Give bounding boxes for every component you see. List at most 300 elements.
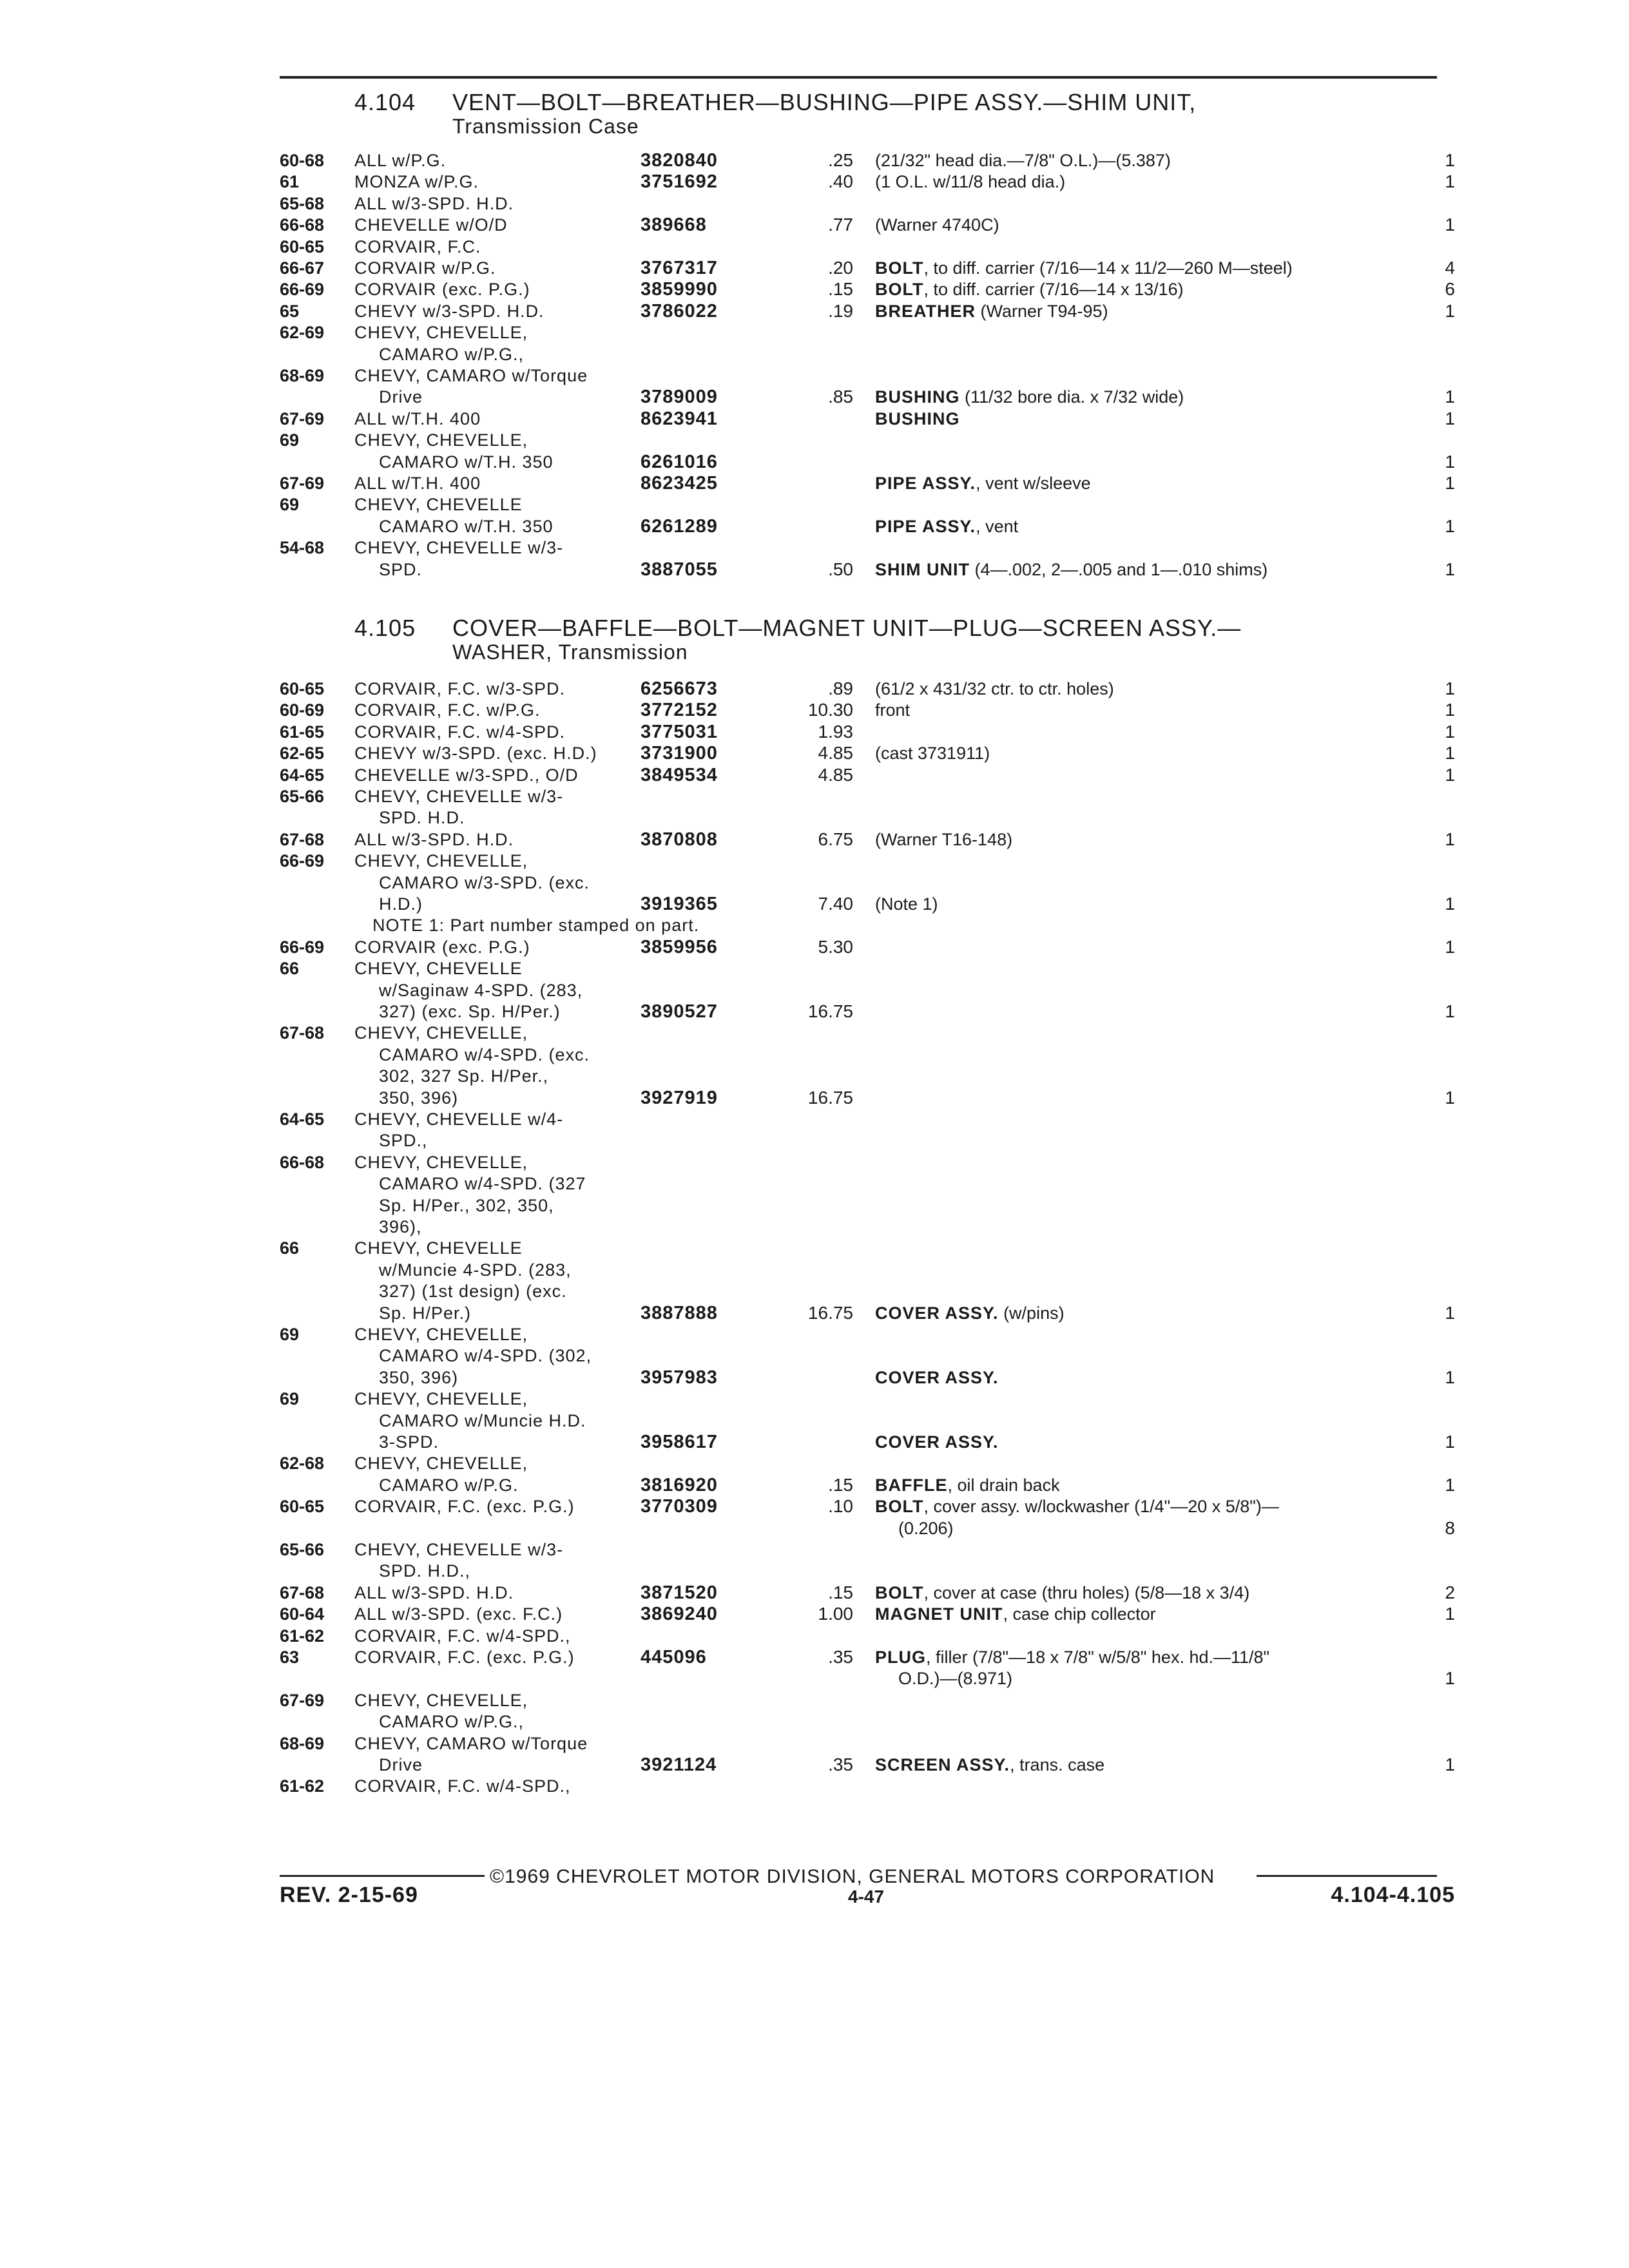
description-text: (11/32 bore dia. x 7/32 wide) [959,387,1184,407]
model-application: Sp. H/Per.) [379,1303,472,1323]
part-description [875,515,1018,537]
quantity: 4 [1445,258,1455,278]
description-text: (cast 3731911) [875,744,990,763]
description-text: , vent [976,517,1019,536]
part-name: BAFFLE [875,1475,948,1495]
table-row [0,764,1629,786]
quantity: 1 [1445,722,1455,742]
table-row [0,214,1629,236]
model-application: ALL w/3-SPD. (exc. F.C.) [354,1604,563,1624]
model-application: CORVAIR, F.C. w/P.G. [354,700,541,720]
part-description [898,1517,954,1539]
model-application: CAMARO w/4-SPD. (302, [379,1346,592,1365]
table-row [0,1044,1629,1066]
part-name: COVER ASSY. [875,1303,999,1323]
table-row [0,678,1629,700]
part-number: 6261016 [641,452,718,472]
model-application: CHEVY, CHEVELLE w/4- [354,1110,564,1129]
model-years: 67-68 [280,830,325,849]
table-row [0,1216,1629,1238]
footnote: NOTE 1: Part number stamped on part. [372,916,700,935]
part-number: 3767317 [641,258,718,278]
part-description [875,1754,1104,1776]
table-row [0,1151,1629,1173]
table-row [0,1195,1629,1216]
section-number: 4.105 [354,615,416,641]
description-text: , oil drain back [947,1475,1060,1495]
model-years: 69 [280,430,300,450]
part-description [875,171,1065,193]
price: .15 [828,1582,853,1602]
quantity: 8 [1445,1518,1455,1538]
table-row [0,1022,1629,1044]
quantity: 1 [1445,215,1455,235]
part-name: BUSHING [875,409,960,428]
part-name: BUSHING [875,387,960,407]
model-application: 396), [379,1217,422,1236]
quantity: 1 [1445,765,1455,785]
table-row [0,1754,1629,1776]
model-years: 61-65 [280,722,325,742]
price: .89 [828,678,853,698]
copyright-notice: ©1969 CHEVROLET MOTOR DIVISION, GENERAL MOTORS CORPORATION [490,1866,1215,1887]
price: .40 [828,171,853,191]
model-application: CHEVY, CHEVELLE [354,495,523,514]
model-years: 62-68 [280,1454,325,1473]
quantity: 2 [1445,1582,1455,1602]
part-number: 3870808 [641,829,718,850]
description-text: front [875,700,911,720]
model-years: 61 [280,172,300,191]
model-years: 66-69 [280,937,325,957]
description-text: (Warner T16-148) [875,830,1013,849]
model-years: 62-65 [280,744,325,763]
model-application: Sp. H/Per., 302, 350, [379,1196,554,1215]
table-row [0,1108,1629,1130]
price: .77 [828,215,853,235]
model-application: ALL w/P.G. [354,151,447,170]
table-row [0,1689,1629,1711]
model-application: CHEVY, CHEVELLE, [354,1389,528,1408]
table-row [0,936,1629,958]
quantity: 1 [1445,1303,1455,1323]
model-years: 67-69 [280,474,325,493]
table-row [0,236,1629,258]
quantity: 1 [1445,937,1455,957]
part-description [875,678,1114,700]
description-text: , to diff. carrier (7/16—14 x 13/16) [923,280,1184,299]
table-row [0,1129,1629,1151]
table-row [0,1495,1629,1517]
table-row [0,278,1629,300]
model-years: 67-69 [280,409,325,428]
description-text: (Warner T94-95) [976,302,1108,321]
table-row [0,1173,1629,1195]
model-application: SPD., [379,1131,428,1150]
model-application: 302, 327 Sp. H/Per., [379,1066,549,1086]
part-name: PIPE ASSY. [875,517,976,536]
part-number: 3958617 [641,1432,718,1452]
model-application: 327) (exc. Sp. H/Per.) [379,1002,561,1021]
model-years: 69 [280,495,300,514]
part-number: 6261289 [641,516,718,537]
model-application: CAMARO w/P.G., [379,345,525,364]
quantity: 1 [1445,894,1455,914]
part-description [875,559,1268,581]
quantity: 6 [1445,279,1455,299]
part-description [875,300,1108,322]
table-row [0,699,1629,721]
model-years: 65-66 [280,1540,325,1559]
model-years: 69 [280,1389,300,1408]
model-application: 3-SPD. [379,1432,439,1452]
model-years: 61-62 [280,1776,325,1796]
part-description [875,1495,1279,1517]
table-row [0,494,1629,515]
model-years: 66 [280,1238,300,1258]
price: .25 [828,150,853,170]
table-row [0,343,1629,365]
model-years: 54-68 [280,538,325,557]
table-row [0,850,1629,872]
model-application: CHEVY w/3-SPD. (exc. H.D.) [354,744,597,763]
model-application: CHEVY, CHEVELLE [354,1238,523,1258]
part-name: COVER ASSY. [875,1432,999,1452]
model-application: Drive [379,1755,423,1774]
part-description [875,1367,999,1389]
table-row [0,1582,1629,1604]
model-application: CORVAIR, F.C. [354,237,481,256]
part-number: 3751692 [641,171,718,192]
quantity: 1 [1445,473,1455,493]
model-application: ALL w/3-SPD. H.D. [354,194,514,213]
description-text: , to diff. carrier (7/16—14 x 11/2—260 M—steel) [923,258,1293,278]
description-text: , case chip collector [1003,1604,1156,1624]
description-text: , cover assy. w/lockwasher (1/4"—20 x 5/8")— [923,1497,1279,1516]
model-application: H.D.) [379,894,423,914]
table-row [0,1625,1629,1647]
quantity: 1 [1445,408,1455,428]
model-application: ALL w/3-SPD. H.D. [354,1583,514,1602]
model-application: w/Saginaw 4-SPD. (283, [379,981,583,1000]
part-description [875,699,910,721]
quantity: 1 [1445,743,1455,763]
quantity: 1 [1445,1604,1455,1624]
model-application: 327) (1st design) (exc. [379,1282,567,1301]
model-application: CHEVY, CHEVELLE w/3- [354,787,564,806]
part-number: 8623941 [641,408,718,429]
description-text: (w/pins) [998,1303,1065,1323]
quantity: 1 [1445,1668,1455,1688]
price: .85 [828,387,853,407]
model-application: CHEVY, CHEVELLE, [354,851,528,870]
price: 4.85 [818,765,853,785]
model-years: 61-62 [280,1626,325,1646]
model-application: ALL w/3-SPD. H.D. [354,830,514,849]
part-description [898,1667,1012,1689]
model-application: CAMARO w/3-SPD. (exc. [379,873,590,892]
model-application: 350, 396) [379,1368,459,1387]
footer-rule-left [280,1875,485,1877]
model-years: 65-68 [280,194,325,213]
quantity: 1 [1445,1475,1455,1495]
model-years: 60-65 [280,237,325,256]
model-application: CORVAIR, F.C. w/4-SPD., [354,1626,571,1646]
quantity: 1 [1445,1088,1455,1108]
part-number: 3887055 [641,559,718,580]
part-name: BOLT [875,1583,924,1602]
page-number: 4-47 [848,1887,885,1907]
part-number: 3921124 [641,1754,717,1775]
model-application: CORVAIR, F.C. w/4-SPD. [354,722,566,742]
model-application: CHEVY, CHEVELLE, [354,1691,528,1710]
model-years: 66-67 [280,258,325,278]
part-number: 3871520 [641,1582,718,1603]
quantity: 1 [1445,700,1455,720]
quantity: 1 [1445,171,1455,191]
price: .15 [828,1475,853,1495]
price: .35 [828,1754,853,1774]
table-row [0,1388,1629,1410]
model-years: 66-69 [280,280,325,299]
model-application: ALL w/T.H. 400 [354,474,481,493]
model-years: 66-68 [280,1153,325,1172]
part-description [875,214,999,236]
section-title: VENT—BOLT—BREATHER—BUSHING—PIPE ASSY.—SHIM UNIT, [452,89,1197,115]
model-application: CAMARO w/T.H. 350 [379,452,554,472]
table-row [0,515,1629,537]
model-application: SPD. H.D., [379,1561,471,1581]
model-application: CHEVY, CHEVELLE w/3- [354,1540,564,1559]
price: 7.40 [818,894,853,914]
model-years: 60-64 [280,1604,325,1624]
model-application: CHEVY, CHEVELLE, [354,1454,528,1473]
table-row [0,193,1629,215]
description-text: , filler (7/8"—18 x 7/8" w/5/8" hex. hd.—11/8" [926,1648,1270,1667]
part-name: BREATHER [875,302,976,321]
part-description [875,1431,999,1453]
model-years: 64-65 [280,1110,325,1129]
part-number: 3869240 [641,1604,718,1624]
part-description [875,386,1184,408]
model-years: 60-65 [280,1497,325,1516]
quantity: 1 [1445,678,1455,698]
part-name: MAGNET UNIT [875,1604,1003,1624]
model-application: 350, 396) [379,1088,459,1108]
model-application: Drive [379,387,423,407]
table-row [0,1775,1629,1797]
model-application: CAMARO w/4-SPD. (exc. [379,1045,590,1064]
table-row [0,451,1629,473]
table-row [0,429,1629,451]
part-number: 3820840 [641,150,718,171]
part-number: 3890527 [641,1001,718,1022]
model-application: CORVAIR w/P.G. [354,258,496,278]
model-application: CORVAIR, F.C. w/4-SPD., [354,1776,571,1796]
quantity: 1 [1445,559,1455,579]
part-description [875,1603,1156,1625]
description-text: , trans. case [1010,1755,1105,1774]
price: .20 [828,258,853,278]
model-application: CORVAIR (exc. P.G.) [354,937,530,957]
section-title: COVER—BAFFLE—BOLT—MAGNET UNIT—PLUG—SCREEN ASSY.— [452,615,1242,641]
part-number: 3775031 [641,722,718,742]
model-application: CHEVY, CHEVELLE, [354,1325,528,1344]
model-application: CHEVY, CHEVELLE, [354,323,528,342]
quantity: 1 [1445,387,1455,407]
model-application: CHEVY, CHEVELLE, [354,1153,528,1172]
quantity: 1 [1445,1367,1455,1387]
part-description [875,1582,1249,1604]
part-description [875,408,960,430]
table-row [0,914,1629,936]
model-years: 66-68 [280,215,325,235]
model-application: SPD. H.D. [379,808,465,827]
part-number: 3786022 [641,301,718,322]
part-number: 3887888 [641,1303,718,1323]
model-application: CHEVY, CHEVELLE w/3- [354,538,564,557]
model-years: 65 [280,302,300,321]
part-description [875,893,938,915]
price: .19 [828,301,853,321]
table-row [0,1539,1629,1561]
table-row [0,1733,1629,1754]
part-number: 3859990 [641,279,718,300]
part-description [875,257,1293,279]
section-heading [354,90,1196,115]
price: 16.75 [807,1303,853,1323]
table-row [0,721,1629,743]
model-years: 69 [280,1325,300,1344]
model-application: CHEVY, CHEVELLE, [354,430,528,450]
quantity: 1 [1445,1754,1455,1774]
part-number: 3770309 [641,1496,718,1517]
part-number: 3957983 [641,1367,718,1388]
price: 10.30 [807,700,853,720]
description-text: , vent w/sleeve [976,474,1091,493]
part-name: PIPE ASSY. [875,474,976,493]
price: .15 [828,279,853,299]
model-application: CORVAIR, F.C. (exc. P.G.) [354,1497,575,1516]
quantity: 1 [1445,301,1455,321]
model-years: 63 [280,1648,300,1667]
model-years: 68-69 [280,366,325,385]
part-name: COVER ASSY. [875,1368,999,1387]
part-number: 3859956 [641,937,718,957]
part-description [875,278,1184,300]
part-description [875,829,1012,850]
model-years: 64-65 [280,765,325,785]
part-number: 6256673 [641,678,718,699]
part-name: BOLT [875,280,924,299]
table-row [0,1302,1629,1324]
model-years: 60-68 [280,151,325,170]
description-text: (21/32" head dia.—7/8" O.L.)—(5.387) [875,151,1171,170]
model-application: CORVAIR (exc. P.G.) [354,280,530,299]
table-row [0,807,1629,829]
part-number: 3731900 [641,743,718,764]
description-text: (1 O.L. w/11/8 head dia.) [875,172,1066,191]
footer-rule-right [1257,1875,1437,1877]
table-row [0,1001,1629,1023]
table-row [0,1646,1629,1668]
part-number: 389668 [641,215,707,235]
model-application: CHEVY, CAMARO w/Torque [354,1734,588,1753]
part-name: BOLT [875,1497,924,1516]
description-text: (Warner 4740C) [875,215,999,235]
part-description [875,1302,1065,1324]
description-text: (0.206) [898,1519,954,1538]
table-row [0,537,1629,559]
model-years: 66 [280,959,300,978]
price: 6.75 [818,829,853,849]
model-years: 62-69 [280,323,325,342]
price: .50 [828,559,853,579]
top-rule [280,76,1437,79]
section-number: 4.104 [354,89,416,115]
table-row [0,1410,1629,1432]
model-application: CHEVY, CHEVELLE [354,959,523,978]
table-row [0,1323,1629,1345]
section-subtitle: WASHER, Transmission [452,640,688,664]
part-number: 3772152 [641,700,718,720]
price: 1.00 [818,1604,853,1624]
table-row [0,1259,1629,1281]
model-application: CAMARO w/Muncie H.D. [379,1411,586,1430]
part-name: SCREEN ASSY. [875,1755,1010,1774]
table-row [0,872,1629,894]
model-years: 66-69 [280,851,325,870]
section-reference: 4.104-4.105 [1331,1883,1455,1907]
price: .35 [828,1647,853,1667]
model-application: CAMARO w/T.H. 350 [379,517,554,536]
table-row [0,559,1629,581]
model-application: CHEVELLE w/3-SPD., O/D [354,765,579,785]
part-number: 3919365 [641,894,718,914]
model-application: MONZA w/P.G. [354,172,479,191]
table-row [0,1517,1629,1539]
table-row [0,1452,1629,1474]
model-years: 67-68 [280,1583,325,1602]
table-row [0,1237,1629,1259]
table-row [0,1431,1629,1453]
model-application: CHEVY, CAMARO w/Torque [354,366,588,385]
quantity: 1 [1445,1432,1455,1452]
table-row [0,365,1629,387]
part-description [875,1646,1269,1668]
table-row [0,149,1629,171]
quantity: 1 [1445,452,1455,472]
part-number: 3927919 [641,1088,718,1108]
table-row [0,1065,1629,1087]
table-row [0,171,1629,193]
part-description [875,742,990,764]
part-number: 3789009 [641,387,718,407]
table-row [0,322,1629,343]
model-years: 67-68 [280,1023,325,1043]
model-application: w/Muncie 4-SPD. (283, [379,1260,572,1280]
price: .10 [828,1496,853,1516]
model-application: SPD. [379,560,423,579]
part-description [875,472,1091,494]
description-text: (Note 1) [875,894,938,914]
table-row [0,300,1629,322]
table-row [0,408,1629,430]
part-number: 8623425 [641,473,718,494]
part-name: PLUG [875,1648,927,1667]
part-name: BOLT [875,258,924,278]
table-row [0,1560,1629,1582]
